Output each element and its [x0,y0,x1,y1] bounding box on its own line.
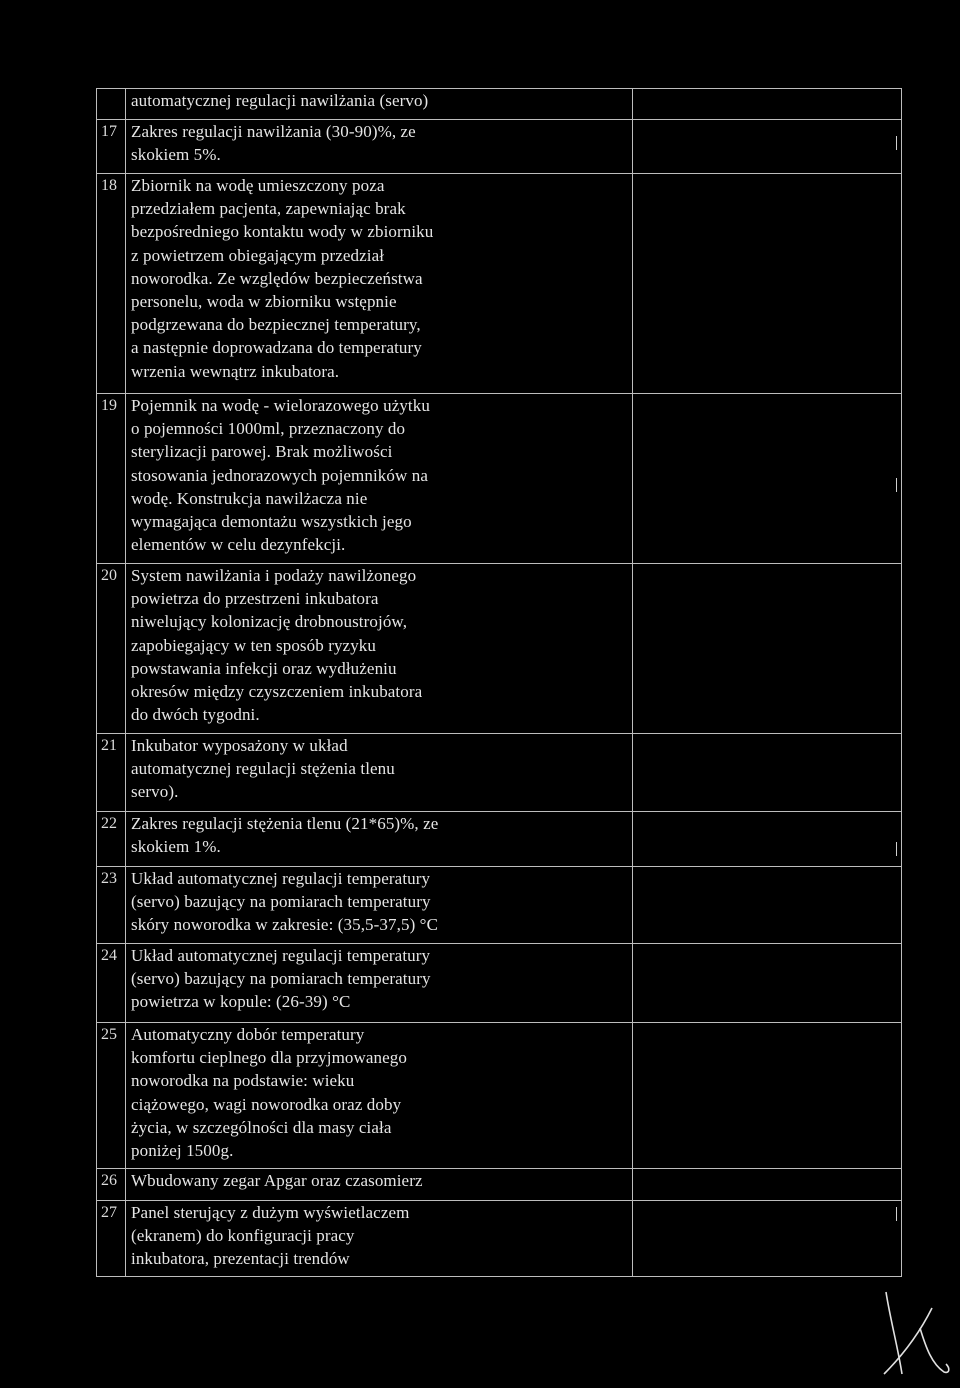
row-description: System nawilżania i podaży nawilżonego powietrza do przestrzeni inkubatora niwelujący kolonizację drobnoustrojów, zapobiegający w ten sposób ryzyku powstawania infekcji oraz wydłużeniu okresów między czyszczeniem inkubatora do dwóch tygodni. [126,564,633,734]
row-number [97,89,126,120]
row-description: Inkubator wyposażony w układ automatycznej regulacji stężenia tlenu servo). [126,734,633,812]
table-row [97,734,902,812]
row-parameter-cell [633,394,902,564]
row-description: Pojemnik na wodę - wielorazowego użytku o pojemności 1000ml, przeznaczony do sterylizacji parowej. Brak możliwości stosowania jednorazowych pojemników na wodę. Konstrukcja nawilżacza nie wymagająca demontażu wszystkich jego elementów w celu dezynfekcji. [126,394,633,564]
table-row [97,812,902,867]
margin-mark [896,1207,897,1221]
row-number: 24 [97,944,126,1023]
margin-mark [896,136,897,150]
row-parameter-cell [633,944,902,1023]
row-parameter-cell [633,867,902,944]
row-description: Panel sterujący z dużym wyświetlaczem (ekranem) do konfiguracji pracy inkubatora, prezentacji trendów [126,1201,633,1277]
specification-table [96,88,902,1277]
row-parameter-cell [633,812,902,867]
row-number: 20 [97,564,126,734]
row-number: 19 [97,394,126,564]
row-parameter-cell [633,1023,902,1169]
row-parameter-cell [633,564,902,734]
row-number: 27 [97,1201,126,1277]
row-parameter-cell [633,734,902,812]
row-description: Układ automatycznej regulacji temperatury (servo) bazujący na pomiarach temperatury powietrza w kopule: (26-39) °C [126,944,633,1023]
row-number: 21 [97,734,126,812]
row-number: 22 [97,812,126,867]
table-body [97,89,902,1277]
row-description: Zakres regulacji nawilżania (30-90)%, ze skokiem 5%. [126,120,633,174]
table-row [97,1023,902,1169]
table-row [97,174,902,394]
row-parameter-cell [633,174,902,394]
table-row [97,394,902,564]
table-row [97,89,902,120]
row-number: 26 [97,1169,126,1201]
row-description: Zbiornik na wodę umieszczony poza przedziałem pacjenta, zapewniając brak bezpośredniego kontaktu wody w zbiorniku z powietrzem obiegającym przedział noworodka. Ze względów bezpieczeństwa personelu, woda w zbiorniku wstępnie podgrzewana do bezpiecznej temperatury, a następnie doprowadzana do temperatury wrzenia wewnątrz inkubatora. [126,174,633,394]
margin-mark [896,478,897,492]
row-number: 17 [97,120,126,174]
table-row [97,564,902,734]
table-row [97,1169,902,1201]
table-row [97,120,902,174]
table-row [97,867,902,944]
handwritten-signature [880,1288,952,1378]
row-number: 25 [97,1023,126,1169]
row-description: Automatyczny dobór temperatury komfortu cieplnego dla przyjmowanego noworodka na podstawie: wieku ciążowego, wagi noworodka oraz doby życia, w szczególności dla masy ciała poniżej 1500g. [126,1023,633,1169]
row-parameter-cell [633,120,902,174]
row-parameter-cell [633,1169,902,1201]
margin-mark [896,842,897,856]
row-parameter-cell [633,1201,902,1277]
table-row [97,1201,902,1277]
row-description: Zakres regulacji stężenia tlenu (21*65)%, ze skokiem 1%. [126,812,633,867]
row-number: 23 [97,867,126,944]
table-row [97,944,902,1023]
row-number: 18 [97,174,126,394]
row-description: automatycznej regulacji nawilżania (servo) [126,89,633,120]
row-description: Wbudowany zegar Apgar oraz czasomierz [126,1169,633,1201]
row-parameter-cell [633,89,902,120]
row-description: Układ automatycznej regulacji temperatury (servo) bazujący na pomiarach temperatury skóry noworodka w zakresie: (35,5-37,5) °C [126,867,633,944]
